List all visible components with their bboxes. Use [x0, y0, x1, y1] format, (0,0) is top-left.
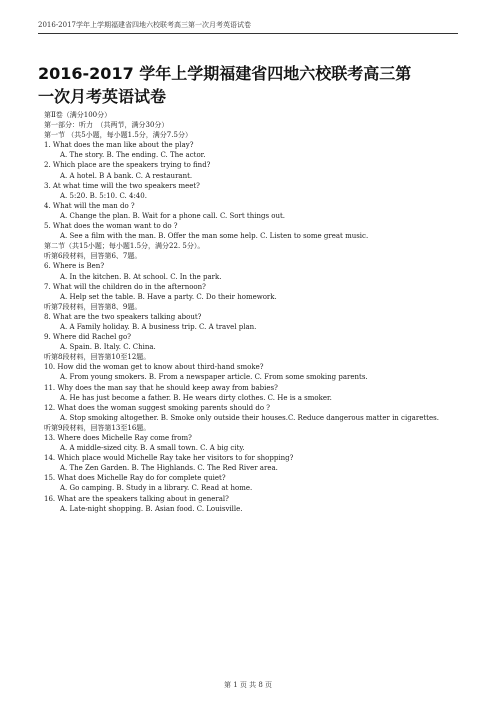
- answer-options: A. He has just become a father. B. He wears dirty clothes. C. He is a smoker.: [60, 393, 332, 402]
- text-line: 9. Where did Rachel go?: [44, 333, 131, 342]
- text-line: 听第9段材料，回答第13至16题。: [44, 423, 151, 432]
- document-title: [38, 62, 468, 108]
- text-line: 4. What will the man do ?: [44, 201, 135, 210]
- answer-options: A. Spain. B. Italy. C. China.: [60, 343, 156, 352]
- page-footer: 第 1 页 共 8 页: [223, 681, 273, 689]
- text-line: 6. Where is Ben?: [44, 262, 105, 271]
- text-line: 听第6段材料，回答第6、7题。: [44, 252, 142, 261]
- answer-options: A. A hotel. B A bank. C. A restaurant.: [60, 171, 193, 180]
- text-line: 14. Which place would Michelle Ray take her visitors to for shopping?: [44, 454, 294, 463]
- answer-options: A. A middle-sized city. B. A small town. C. A big city.: [60, 444, 245, 453]
- text-line: 1. What does the man like about the play?: [44, 141, 194, 150]
- text-line: 第一部分：听力 （共两节，满分30分）: [44, 121, 169, 130]
- answer-options: A. The Zen Garden. B. The Highlands. C. The Red River area.: [60, 464, 278, 473]
- text-line: 10. How did the woman get to know about third-hand smoke?: [44, 363, 264, 372]
- answer-options: A. From young smokers. B. From a newspaper article. C. From some smoking parents.: [60, 373, 368, 382]
- text-line: 第一节 （共5小题，每小题1.5分，满分7.5分）: [44, 131, 192, 140]
- answer-options: A. See a film with the man. B. Offer the man some help. C. Listen to some great music.: [60, 232, 369, 241]
- text-line: 听第7段材料，回答第8、9题。: [44, 302, 142, 311]
- title-line-1: 2016-2017 学年上学期福建省四地六校联考高三第: [38, 64, 412, 83]
- answer-options: A. Late-night shopping. B. Asian food. C. Louisville.: [60, 504, 243, 513]
- answer-options: A. Change the plan. B. Wait for a phone call. C. Sort things out.: [60, 211, 286, 220]
- answer-options: A. The story. B. The ending. C. The actor.: [60, 151, 206, 160]
- title-line-2: 一次月考英语试卷: [38, 87, 167, 106]
- text-line: 听第8段材料，回答第10至12题。: [44, 353, 151, 362]
- exam-content: [44, 110, 464, 514]
- answer-options: A. In the kitchen. B. At school. C. In the park.: [60, 272, 222, 281]
- text-line: 15. What does Michelle Ray do for complete quiet?: [44, 474, 226, 483]
- text-line: 13. Where does Michelle Ray come from?: [44, 434, 192, 442]
- answer-options: A. Help set the table. B. Have a party. C. Do their homework.: [60, 292, 277, 301]
- answer-options: A. 5:20. B. 5:10. C. 4:40.: [60, 191, 147, 200]
- text-line: 3. At what time will the two speakers meet?: [44, 181, 200, 190]
- text-line: 第Ⅱ卷（满分100分）: [44, 111, 112, 119]
- answer-options: A. A Family holiday. B. A business trip. C. A travel plan.: [60, 322, 257, 331]
- answer-options: A. Stop smoking altogether. B. Smoke only outside their houses.C. Reduce dangerous matter in cigarettes.: [60, 413, 439, 422]
- text-line: 11. Why does the man say that he should keep away from babies?: [44, 383, 278, 392]
- text-line: 第二节（共15小题；每小题1.5分，满分22. 5分）。: [44, 242, 205, 251]
- page-header: 2016-2017学年上学期福建省四地六校联考高三第一次月考英语试卷: [38, 20, 458, 34]
- answer-options: A. Go camping. B. Study in a library. C. Read at home.: [60, 484, 253, 493]
- text-line: 2. Which place are the speakers trying to find?: [44, 161, 211, 170]
- text-line: 12. What does the woman suggest smoking parents should do ?: [44, 403, 271, 412]
- text-line: 8. What are the two speakers talking about?: [44, 312, 202, 321]
- text-line: 7. What will the children do in the afternoon?: [44, 282, 206, 291]
- text-line: 5. What does the woman want to do ?: [44, 222, 178, 231]
- text-line: 16. What are the speakers talking about in general?: [44, 494, 229, 503]
